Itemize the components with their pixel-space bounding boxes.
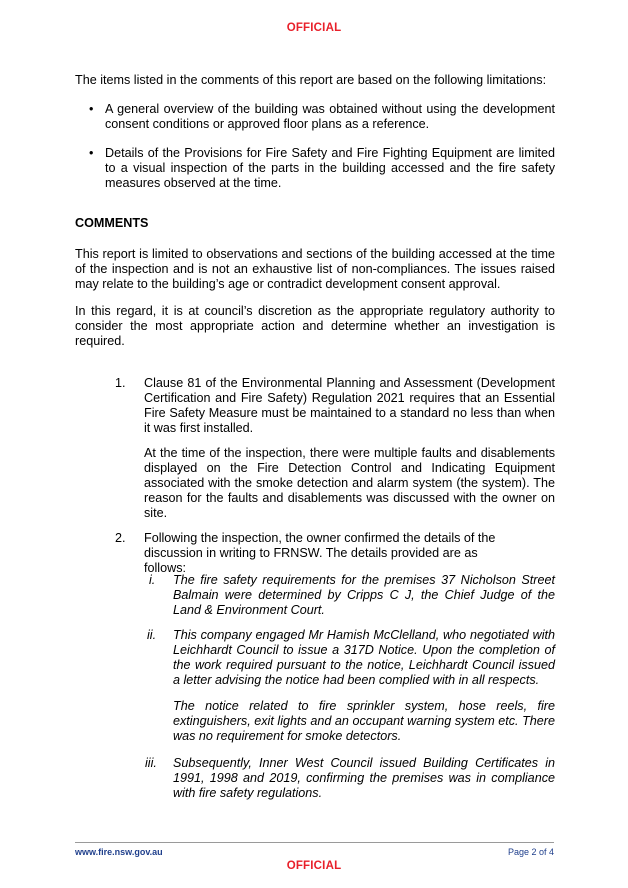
item-paragraph: At the time of the inspection, there were multiple faults and disablements displayed on the Fire Detection Control and Indicating Equipment associated with the smoke detection and alarm system (the system). The reason for the faults and disablements was discussed with the owner on site. <box>144 446 555 520</box>
item-paragraph: Following the inspection, the owner confirmed the details of the discussion in writing to FRNSW. The details provided are as follows: <box>144 531 496 575</box>
bullet-icon: • <box>89 146 94 160</box>
subitem-numeral: i. <box>149 573 156 587</box>
classification-header: OFFICIAL <box>286 22 342 34</box>
limitation-item: A general overview of the building was obtained without using the development consent conditions or approved floor plans as a reference. <box>105 102 555 131</box>
bullet-icon: • <box>89 102 94 116</box>
comments-paragraph: This report is limited to observations and sections of the building accessed at the time of the inspection and is not an exhaustive list of non-compliances. The issues raised may relate to the building’s age or contradict development consent approval. <box>75 247 555 291</box>
intro-text: The items listed in the comments of this report are based on the following limitations: <box>75 73 547 87</box>
subitem-numeral: iii. <box>145 756 157 770</box>
comments-paragraph: In this regard, it is at council’s discretion as the appropriate regulatory authority to consider the most appropriate action and determine whether an investigation is required. <box>75 304 555 348</box>
footer-divider <box>75 842 554 843</box>
classification-footer: OFFICIAL <box>286 860 342 872</box>
item-paragraph: Clause 81 of the Environmental Planning and Assessment (Development Certification and Fire Safety) Regulation 2021 requires that an Essential Fire Safety Measure must be maintained to a standard no less than when it was first installed. <box>144 376 555 435</box>
subitem-paragraph: The notice related to fire sprinkler system, hose reels, fire extinguishers, exit lights and an occupant warning system etc. There was no requirement for smoke detectors. <box>173 699 555 743</box>
subitem-paragraph: This company engaged Mr Hamish McClelland, who negotiated with Leichhardt Council to issue a 317D Notice. Upon the completion of the work required pursuant to the notice, Leichhardt Council issued a letter advising the notice had been complied with in all respects. <box>173 628 555 687</box>
subitem-paragraph: The fire safety requirements for the premises 37 Nicholson Street Balmain were determined by Cripps C J, the Chief Judge of the Land & Environment Court. <box>173 573 555 617</box>
item-number: 1. <box>115 376 126 390</box>
comments-heading: COMMENTS <box>75 216 149 230</box>
footer-website-link[interactable]: www.fire.nsw.gov.au <box>75 847 163 857</box>
limitation-item: Details of the Provisions for Fire Safety and Fire Fighting Equipment are limited to a visual inspection of the parts in the building accessed and the fire safety measures observed at the time. <box>105 146 555 190</box>
item-number: 2. <box>115 531 126 545</box>
footer-page-number: Page 2 of 4 <box>507 847 554 857</box>
subitem-paragraph: Subsequently, Inner West Council issued Building Certificates in 1991, 1998 and 2019, confirming the premises was in compliance with fire safety regulations. <box>173 756 555 800</box>
subitem-numeral: ii. <box>147 628 157 642</box>
